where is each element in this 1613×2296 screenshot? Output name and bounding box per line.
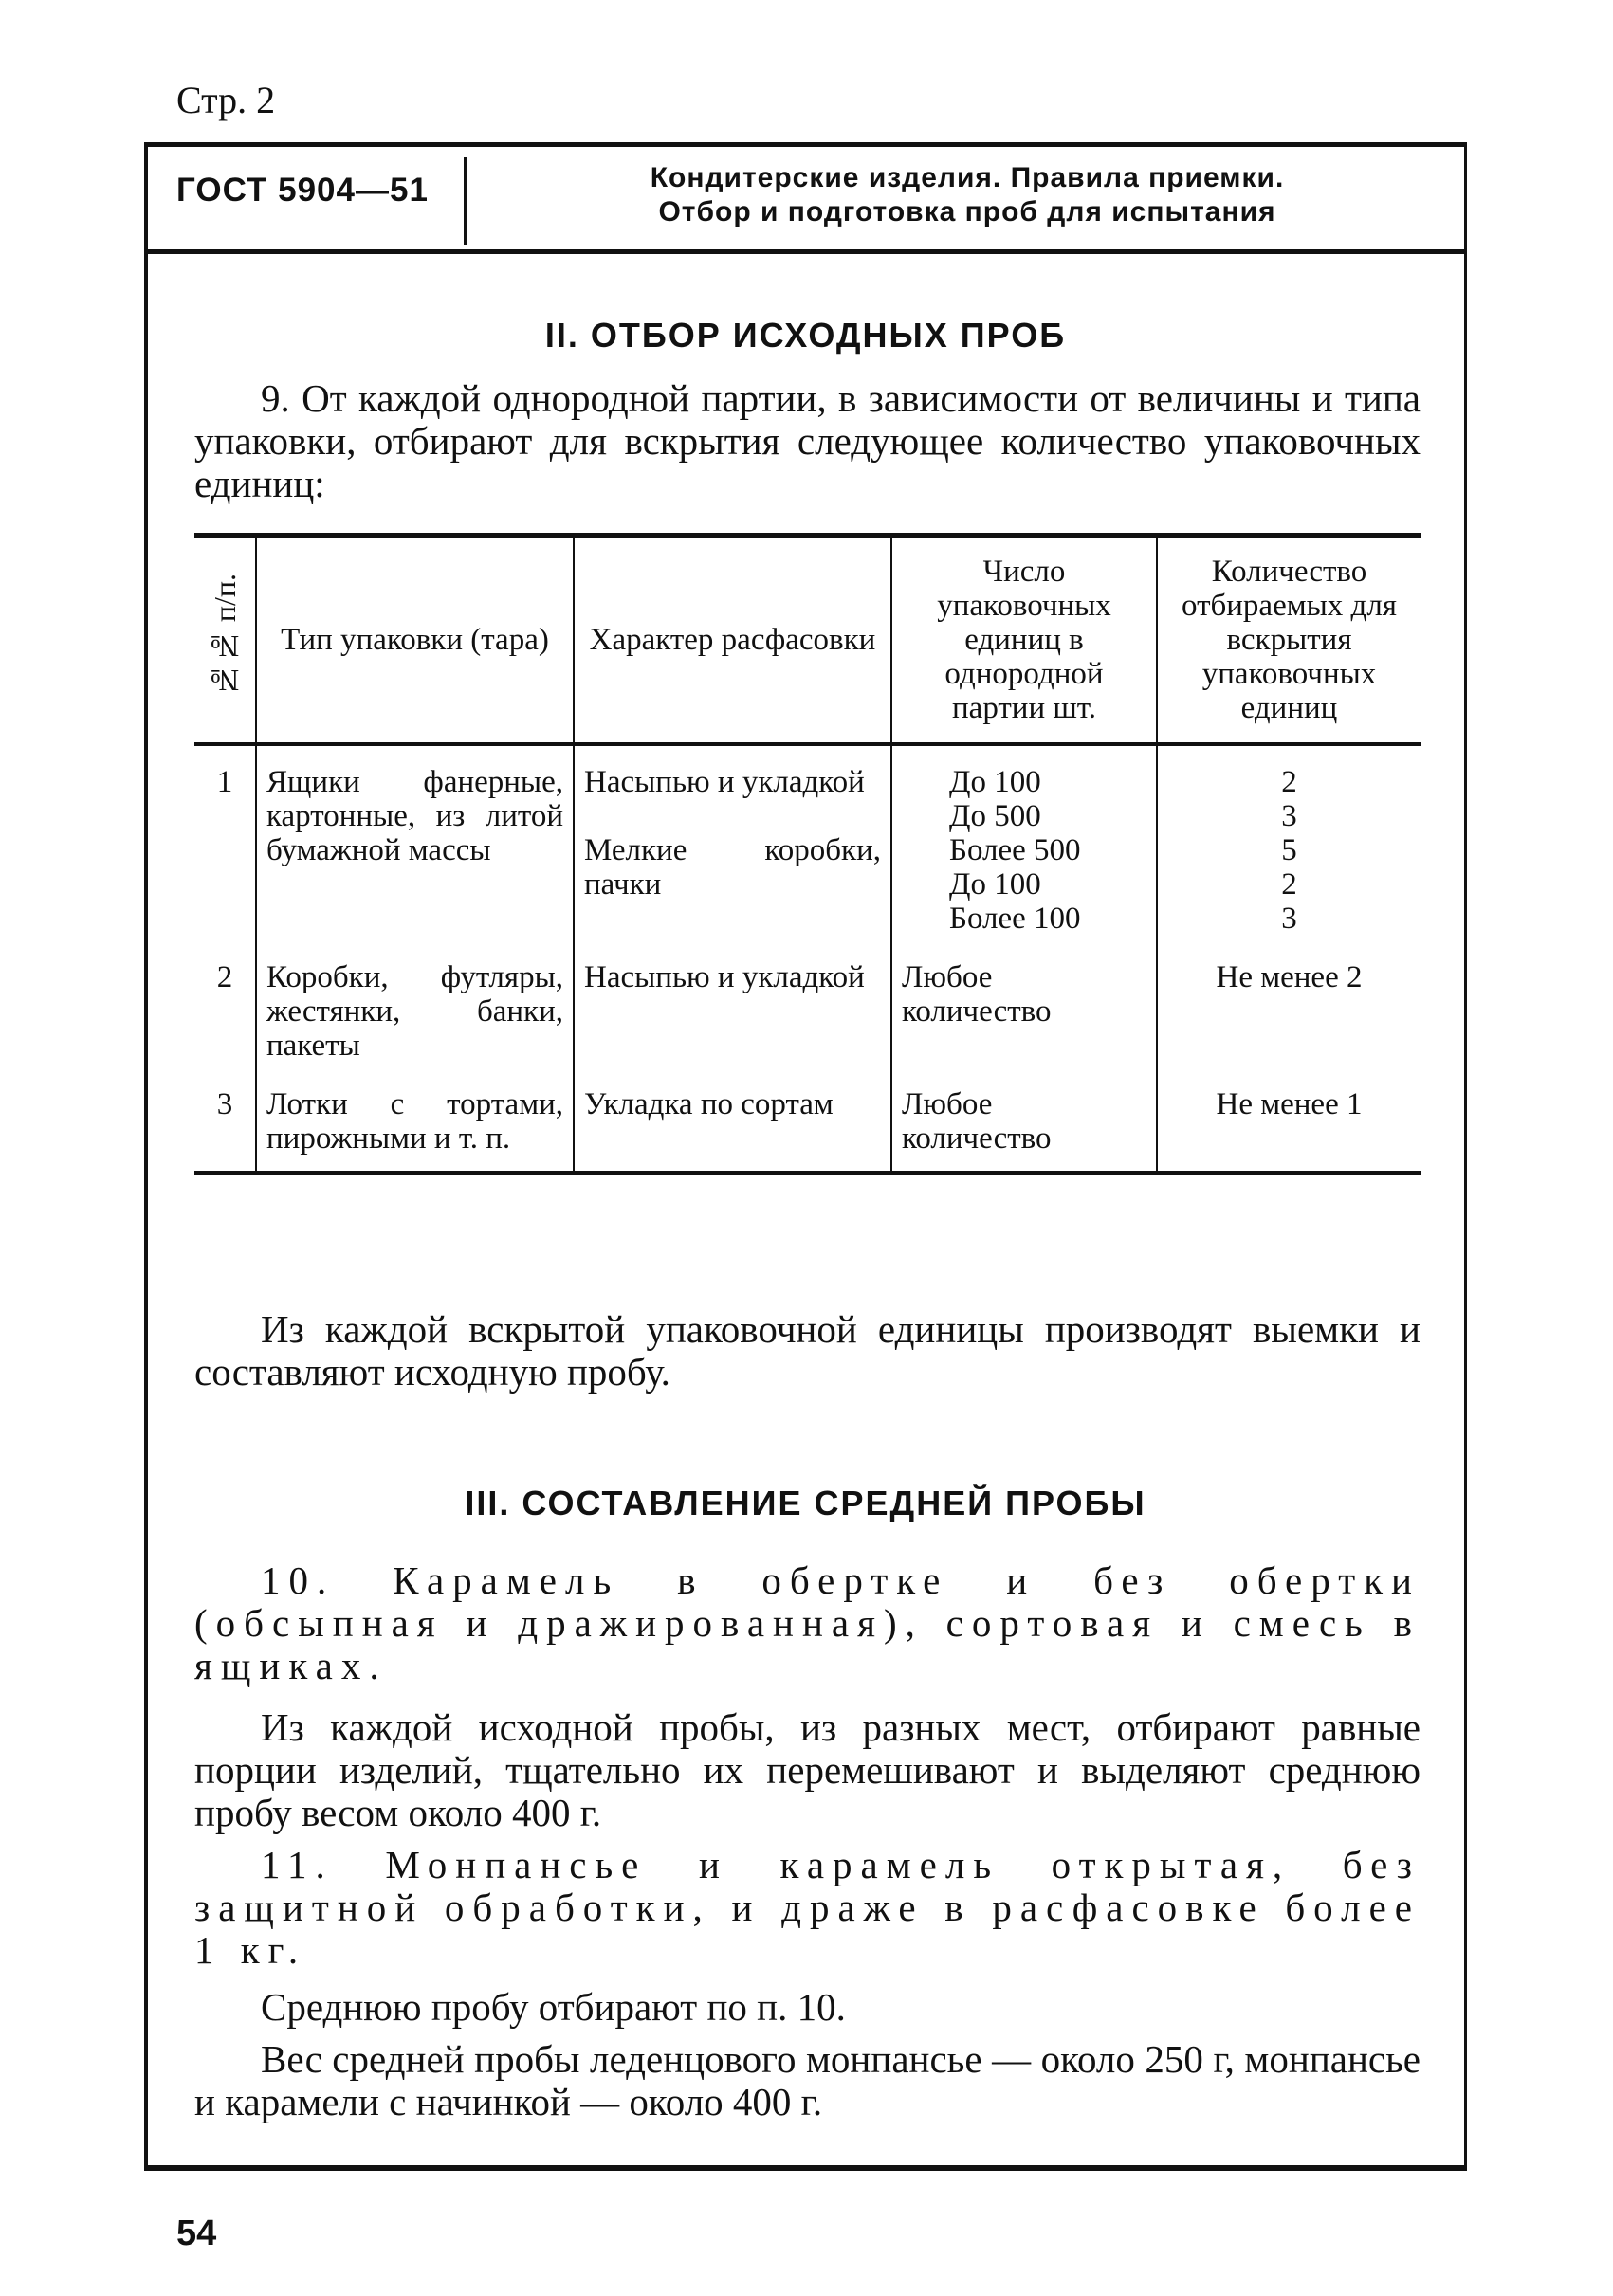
header-selected-count: Количество отбираемых для вскрытия упаковочных единиц: [1157, 536, 1421, 745]
section-heading-3: III. СОСТАВЛЕНИЕ СРЕДНЕЙ ПРОБЫ: [465, 1484, 1146, 1522]
unit-count-2: До 500: [949, 799, 1041, 833]
packing-method: [574, 744, 891, 941]
page-label: Стр. 2: [176, 79, 276, 121]
selected-count-2: 3: [1281, 799, 1297, 833]
paragraph-11-text-1: Среднюю пробу отбирают по п. 10.: [261, 1985, 846, 2029]
row-number: 1: [216, 765, 233, 799]
sampling-table: [194, 533, 1421, 1175]
standard-code: ГОСТ 5904—51: [176, 172, 429, 209]
packing-method: Укладка по сортам: [574, 1068, 891, 1174]
table-row: [194, 744, 1421, 941]
header-unit-count: Число упаковочных единиц в однородной партии шт.: [891, 536, 1157, 745]
table-row: [194, 941, 1421, 1068]
paragraph-10-text: Из каждой исходной пробы, из разных мест, отбирают равные порции изделий, тщательно их перемешивают и выделяют среднюю пробу весом около 400 г.: [194, 1705, 1421, 1834]
packaging-type: Лотки с тортами, пирожными и т. п.: [256, 1068, 574, 1174]
header-packaging-type: Тип упаковки (тара): [256, 536, 574, 745]
selected-count: Не менее 2: [1157, 941, 1421, 1068]
packaging-type: Коробки, футляры, жестянки, банки, пакеты: [256, 941, 574, 1068]
selected-count-1: 2: [1281, 765, 1297, 799]
paragraph-11-text-2: Вес средней пробы леденцового монпансье — около 250 г, монпансье и карамели с начинкой — около 400 г.: [194, 2037, 1421, 2123]
paragraph-9: 9. От каждой однородной партии, в зависимости от величины и типа упаковки, отбирают для вскрытия следующее количество упаковочных единиц:: [194, 376, 1421, 505]
selected-count: Не менее 1: [1157, 1068, 1421, 1174]
paragraph-after-table: Из каждой вскрытой упаковочной единицы производят выемки и составляют исходную пробу.: [194, 1307, 1421, 1394]
standard-title-line-1: Кондитерские изделия. Правила приемки.: [650, 162, 1285, 193]
header-number: №№ п/п.: [208, 574, 242, 699]
unit-count-5: Более 100: [949, 902, 1081, 936]
packing-method-1: Насыпью и укладкой: [584, 765, 865, 799]
packing-method: Насыпью и укладкой: [574, 941, 891, 1068]
standard-title-line-2: Отбор и подготовка проб для испытания: [658, 196, 1276, 228]
paragraph-10-title: 10. Карамель в обертке и без обертки (обсыпная и дражированная), сортовая и смесь в ящиках.: [194, 1558, 1421, 1687]
header-packing-method: Характер расфасовки: [574, 536, 891, 745]
selected-count-3: 5: [1281, 833, 1297, 867]
section-heading-2: II. ОТБОР ИСХОДНЫХ ПРОБ: [544, 316, 1067, 355]
header-divider: [464, 157, 467, 245]
unit-count-1: До 100: [949, 765, 1041, 799]
packing-method-2: Мелкие коробки, пачки: [584, 833, 881, 902]
row-number: 3: [216, 1087, 233, 1121]
selected-count-5: 3: [1281, 902, 1297, 936]
unit-count-4: До 100: [949, 867, 1041, 902]
table-row: [194, 1068, 1421, 1174]
selected-count: [1157, 744, 1421, 941]
unit-count: Любое количество: [891, 941, 1157, 1068]
unit-count: Любое количество: [891, 1068, 1157, 1174]
unit-count-3: Более 500: [949, 833, 1081, 867]
packaging-type: Ящики фанерные, картонные, из литой бумажной массы: [256, 744, 574, 941]
standard-title: [474, 161, 1460, 229]
selected-count-4: 2: [1281, 867, 1297, 902]
page-number: 54: [176, 2214, 217, 2253]
row-number: 2: [216, 960, 233, 994]
table-header-row: [194, 536, 1421, 745]
unit-count: [891, 744, 1157, 941]
paragraph-11-title: 11. Монпансье и карамель открытая, без защитной обработки, и драже в расфасовке более 1 кг.: [194, 1843, 1421, 1972]
